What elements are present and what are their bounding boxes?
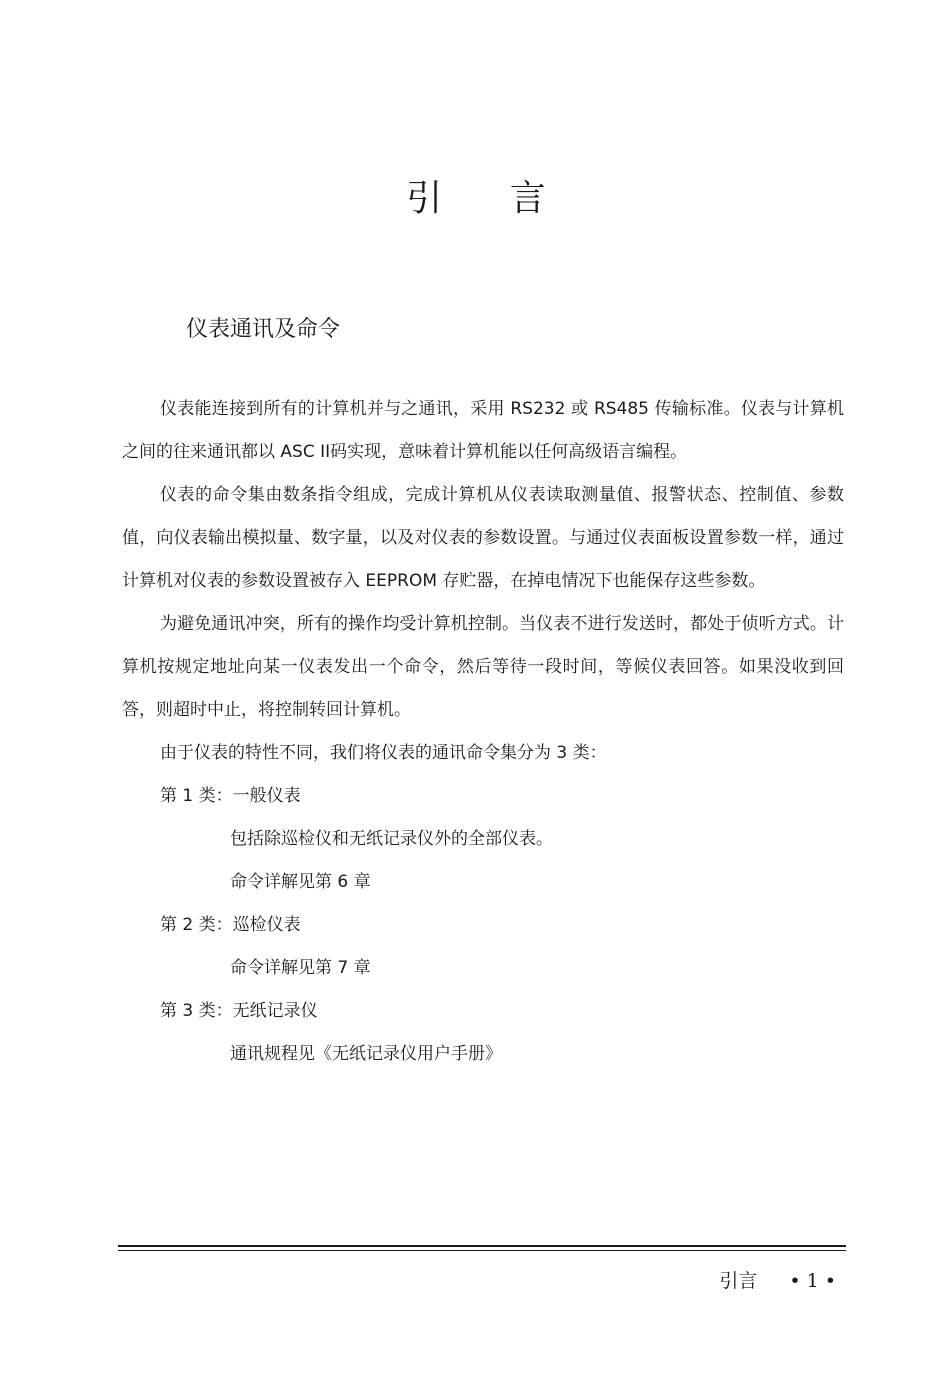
class-1-detail: 命令详解见第 6 章 [230,872,371,892]
page-number: • 1 • [789,1270,836,1292]
footer-rule [118,1250,846,1251]
class-1-detail: 包括除巡检仪和无纸记录仪外的全部仪表。 [230,829,553,849]
page-footer [719,1266,836,1293]
class-3-label: 第 3 类：无纸记录仪 [160,1001,318,1021]
paragraph: 为避免通讯冲突，所有的操作均受计算机控制。当仪表不进行发送时，都处于侦听方式。计算机按规定地址向某一仪表发出一个命令，然后等待一段时间，等候仪表回答。如果没收到回答，则超时中止，将控制转回计算机。 [122,614,844,720]
paragraph: 仪表的命令集由数条指令组成，完成计算机从仪表读取测量值、报警状态、控制值、参数值，向仪表输出模拟量、数字量，以及对仪表的参数设置。与通过仪表面板设置参数一样，通过计算机对仪表的参数设置被存入 EEPROM 存贮器，在掉电情况下也能保存这些参数。 [122,485,844,591]
class-2-detail: 命令详解见第 7 章 [230,958,371,978]
footer-rule [118,1245,846,1247]
section-heading: 仪表通讯及命令 [186,317,341,342]
paragraph: 仪表能连接到所有的计算机并与之通讯，采用 RS232 或 RS485 传输标准。仪表与计算机之间的往来通讯都以 ASC II码实现，意味着计算机能以任何高级语言编程。 [122,399,844,462]
class-1-label: 第 1 类：一般仪表 [160,786,301,806]
paragraph: 由于仪表的特性不同，我们将仪表的通讯命令集分为 3 类： [160,743,607,763]
footer-chapter: 引言 [719,1270,758,1292]
class-3-detail: 通讯规程见《无纸记录仪用户手册》 [230,1044,502,1064]
page-title: 引 言 [406,178,574,219]
body-text [122,388,844,1076]
class-2-label: 第 2 类：巡检仪表 [160,915,301,935]
